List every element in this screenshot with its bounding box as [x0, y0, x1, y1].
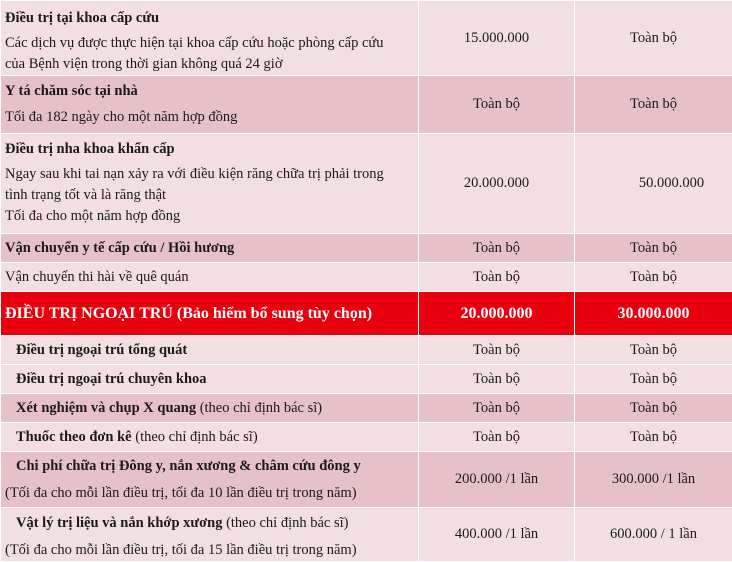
benefit-title: Vận chuyển y tế cấp cứu / Hồi hương	[5, 238, 414, 259]
table-row	[1, 365, 732, 394]
limit-plan-1: 15.000.000	[419, 1, 575, 76]
limit-plan-1: 20.000.000	[419, 134, 575, 234]
limit-plan-2: Toàn bộ	[575, 365, 732, 394]
limit-plan-2: 50.000.000	[575, 134, 732, 234]
table-row	[1, 452, 732, 508]
limit-plan-2: Toàn bộ	[575, 423, 732, 452]
table-row	[1, 336, 732, 365]
benefit-cell	[1, 508, 419, 562]
limit-plan-2: Toàn bộ	[575, 263, 732, 292]
limit-plan-2: Toàn bộ	[575, 1, 732, 76]
benefit-desc: (Tối đa cho mỗi lần điều trị, tối đa 15 lần điều trị trong năm)	[5, 540, 414, 561]
benefit-cell	[1, 336, 419, 365]
benefit-title: Vật lý trị liệu và nắn khớp xương	[16, 515, 222, 531]
limit-plan-2: 600.000 / 1 lần	[575, 508, 732, 562]
limit-plan-2: Toàn bộ	[575, 234, 732, 263]
table-row	[1, 134, 732, 234]
limit-plan-1: Toàn bộ	[419, 336, 575, 365]
section-title-cell	[1, 292, 419, 336]
benefit-title: Điều trị tại khoa cấp cứu	[5, 8, 414, 29]
limit-plan-1: Toàn bộ	[419, 263, 575, 292]
table-row	[1, 263, 732, 292]
table-row	[1, 423, 732, 452]
benefit-title: Thuốc theo đơn kê	[16, 429, 132, 445]
benefit-cell	[1, 234, 419, 263]
benefit-title: Điều trị nha khoa khẩn cấp	[5, 139, 414, 160]
benefit-desc: tình trạng tốt và là răng thật	[5, 185, 414, 206]
benefit-cell	[1, 76, 419, 134]
benefit-text: Vận chuyển thi hài về quê quán	[5, 269, 189, 285]
benefit-cell	[1, 134, 419, 234]
benefit-title: Chi phí chữa trị Đông y, nắn xương & châm cứu đông y	[16, 456, 414, 477]
limit-plan-1: Toàn bộ	[419, 76, 575, 134]
limit-plan-1: 20.000.000	[419, 292, 575, 336]
benefit-desc: của Bệnh viện trong thời gian không quá 24 giờ	[5, 54, 414, 75]
benefit-title: Điều trị ngoại trú tổng quát	[16, 340, 414, 361]
benefit-desc: (Tối đa cho mỗi lần điều trị, tối đa 10 lần điều trị trong năm)	[5, 483, 414, 504]
limit-plan-2: 30.000.000	[575, 292, 732, 336]
benefit-title: Xét nghiệm và chụp X quang	[16, 400, 196, 416]
benefit-note: (theo chỉ định bác sĩ)	[132, 429, 258, 445]
table-row	[1, 234, 732, 263]
benefit-cell	[1, 423, 419, 452]
limit-plan-1: Toàn bộ	[419, 394, 575, 423]
benefit-cell	[1, 452, 419, 508]
benefit-cell	[1, 394, 419, 423]
benefit-cell	[1, 263, 419, 292]
benefit-desc: Tối đa 182 ngày cho một năm hợp đồng	[5, 107, 414, 128]
table-row	[1, 394, 732, 423]
limit-plan-1: 400.000 /1 lần	[419, 508, 575, 562]
benefit-cell	[1, 365, 419, 394]
limit-plan-1: 200.000 /1 lần	[419, 452, 575, 508]
benefit-desc: Tối đa cho một năm hợp đồng	[5, 206, 414, 227]
limit-plan-1: Toàn bộ	[419, 365, 575, 394]
table-row	[1, 508, 732, 562]
table-row	[1, 1, 732, 76]
limit-plan-2: Toàn bộ	[575, 76, 732, 134]
benefit-note: (theo chỉ định bác sĩ)	[222, 515, 348, 531]
limit-plan-1: Toàn bộ	[419, 234, 575, 263]
table-row	[1, 76, 732, 134]
section-title: ĐIỀU TRỊ NGOẠI TRÚ (Bảo hiểm bổ sung tùy chọn)	[5, 305, 372, 322]
benefit-title: Y tá chăm sóc tại nhà	[5, 81, 414, 102]
limit-plan-2: Toàn bộ	[575, 394, 732, 423]
limit-plan-2: 300.000 /1 lần	[575, 452, 732, 508]
section-header-row	[1, 292, 732, 336]
benefit-desc: Ngay sau khi tai nạn xảy ra với điều kiện răng chữa trị phải trong	[5, 164, 414, 185]
benefit-title: Điều trị ngoại trú chuyên khoa	[16, 369, 414, 390]
limit-plan-2: Toàn bộ	[575, 336, 732, 365]
benefit-note: (theo chỉ định bác sĩ)	[196, 400, 322, 416]
limit-plan-1: Toàn bộ	[419, 423, 575, 452]
benefit-cell	[1, 1, 419, 76]
benefit-desc: Các dịch vụ được thực hiện tại khoa cấp cứu hoặc phòng cấp cứu	[5, 33, 414, 54]
